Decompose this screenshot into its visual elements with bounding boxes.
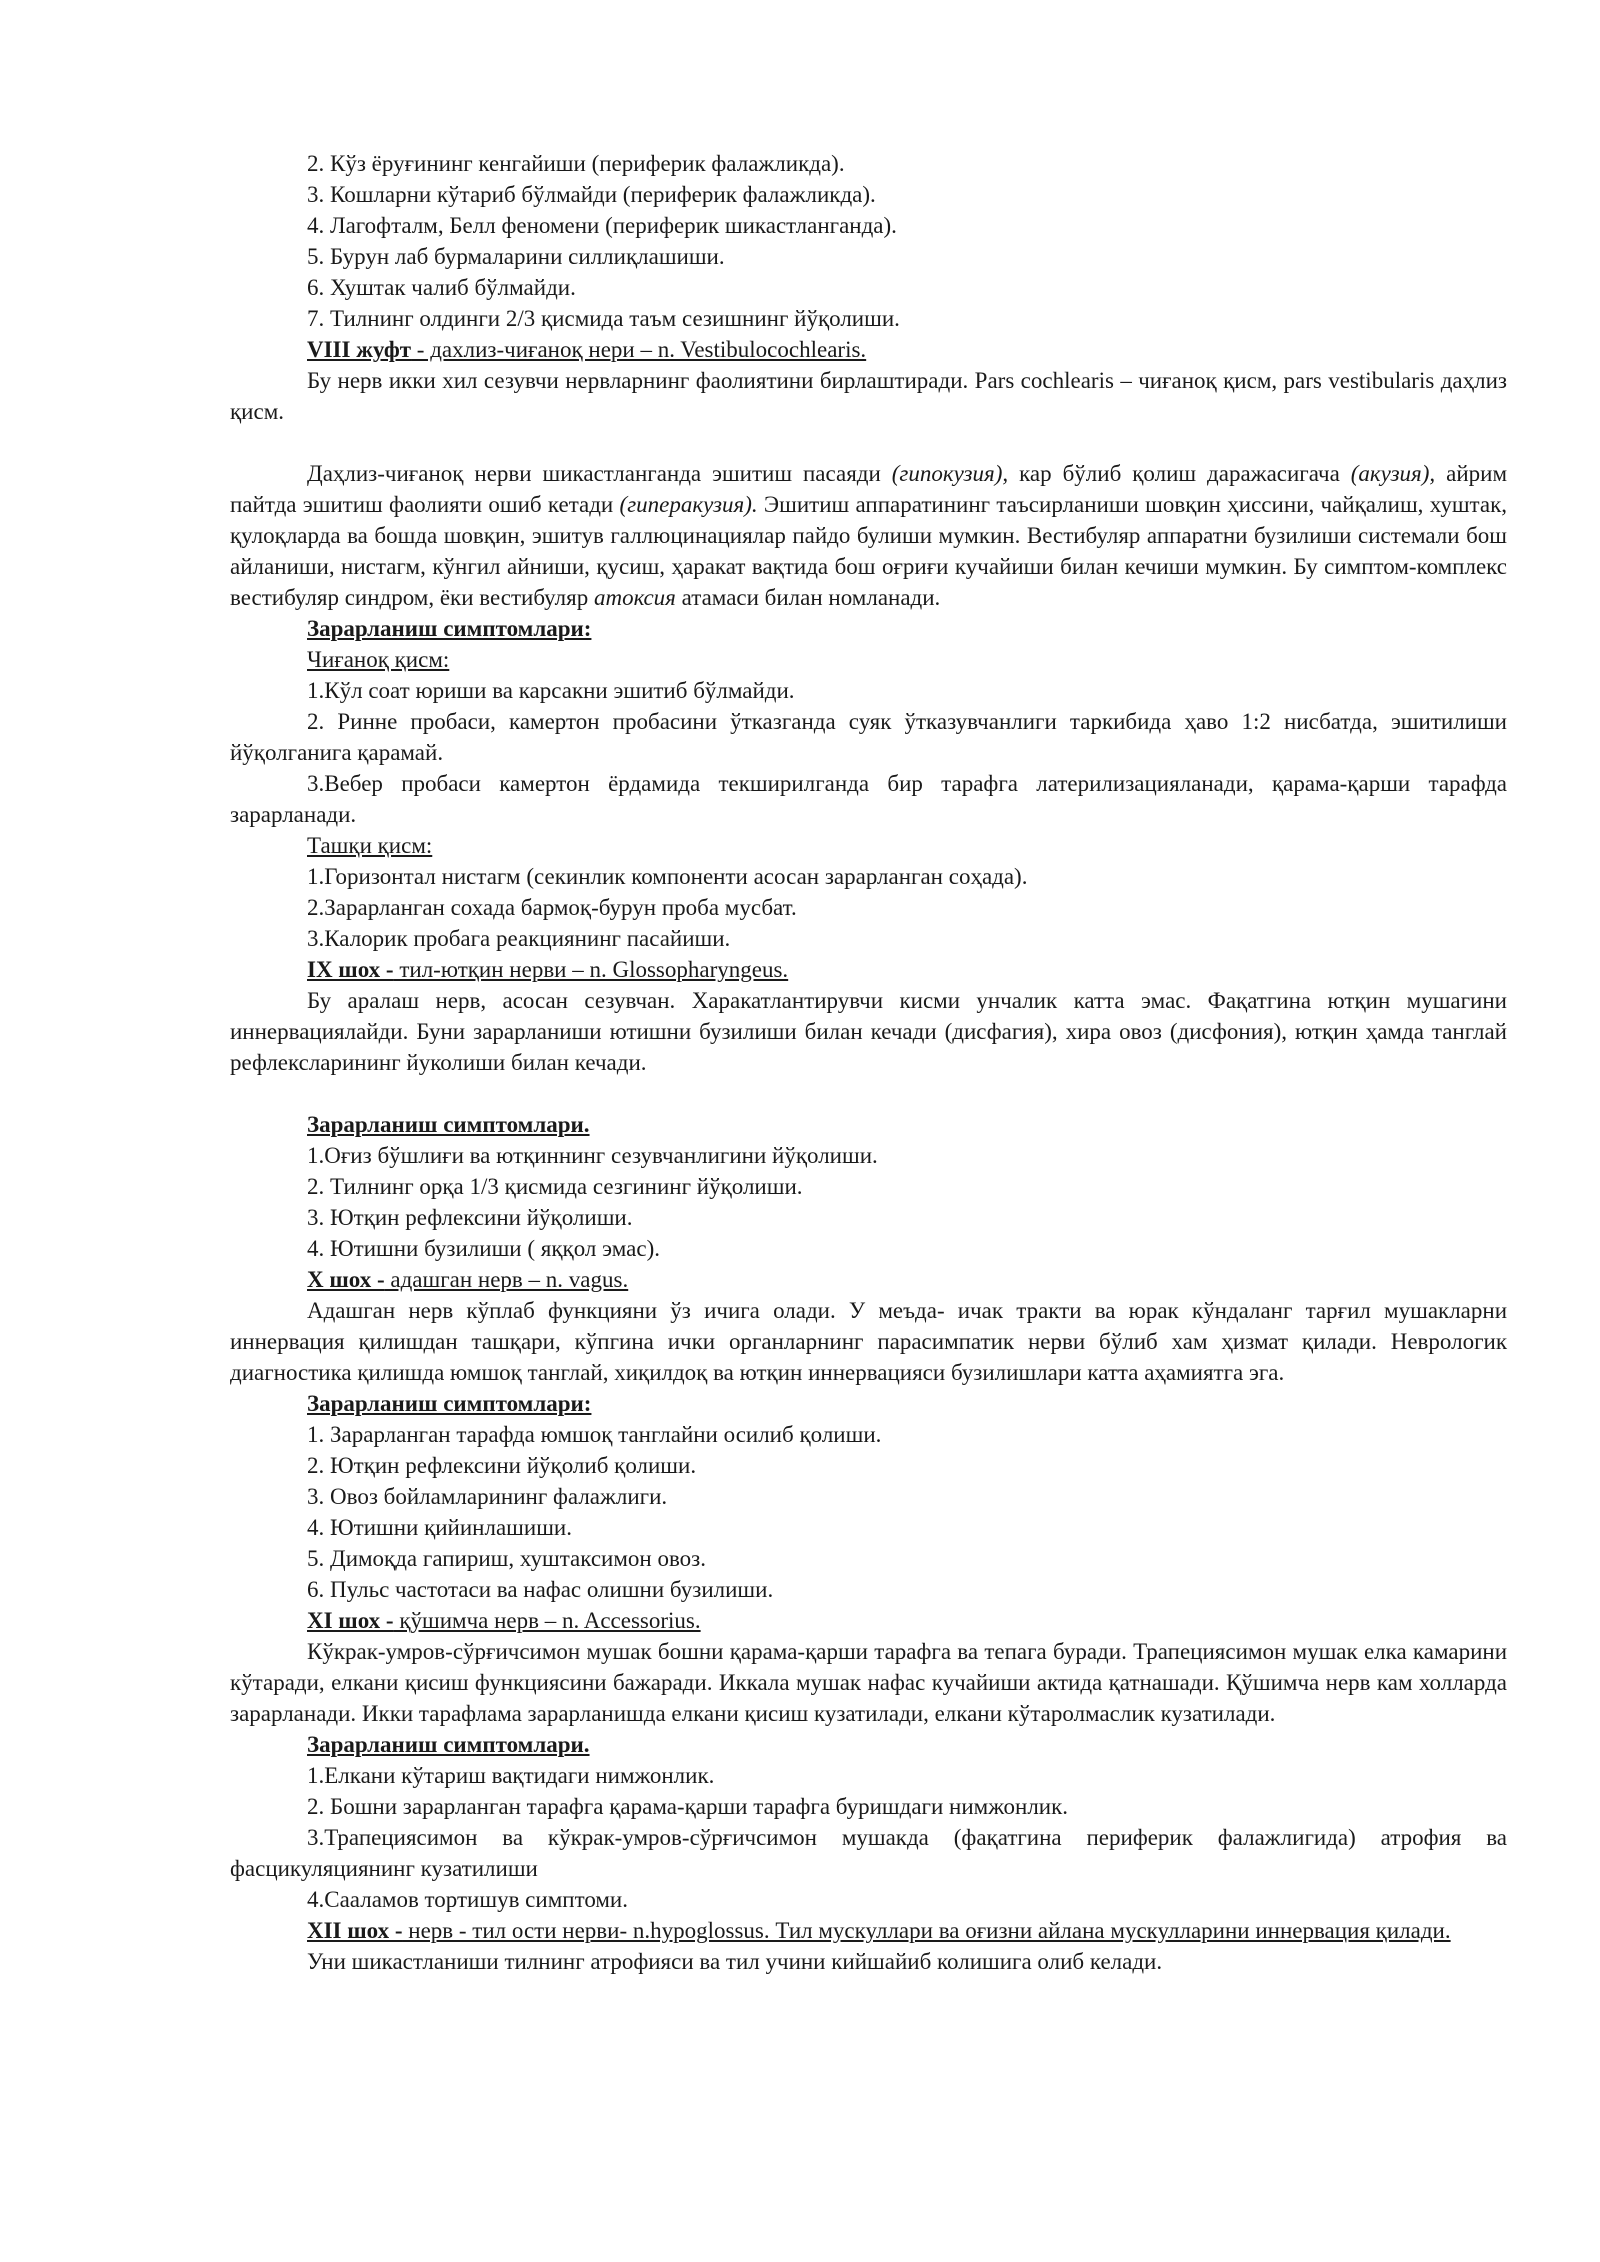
list-item: 4. Лагофталм, Белл феномени (периферик шикастланганда).: [307, 213, 897, 238]
list-item: 3. Ютқин рефлексини йўқолиши.: [307, 1205, 633, 1230]
section-heading-x: X шох - адашган нерв – n. vagus.: [307, 1267, 629, 1292]
list-item: 2. Ринне пробаси, камертон пробасини ўтказганда суяк ўтказувчанлиги таркибида ҳаво 1:2 нисбатда, эшитилиши йўқолганига қарамай.: [230, 709, 1507, 765]
list-item: 6. Хуштак чалиб бўлмайди.: [307, 275, 576, 300]
list-item: 1.Кўл соат юриши ва карсакни эшитиб бўлмайди.: [307, 678, 795, 703]
list-item: 2.Зарарланган сохада бармоқ-бурун проба мусбат.: [307, 895, 797, 920]
symptoms-heading: Зарарланиш симптомлари:: [307, 1391, 592, 1416]
list-item: 3.Вебер пробаси камертон ёрдамида текширилганда бир тарафга латерилизацияланади, қарама-қарши тарафда зарарланади.: [230, 771, 1507, 827]
list-item: 1.Елкани кўтариш вақтидаги нимжонлик.: [307, 1763, 715, 1788]
paragraph: Даҳлиз-чиғаноқ нерви шикастланганда эшитиш пасаяди (гипокузия), кар бўлиб қолиш даражасигача (акузия), айрим пайтда эшитиш фаолияти ошиб кетади (гиперакузия). Эшитиш аппаратининг таъсирланиши шовқин ҳиссини, чайқалиш, хуштак, қулоқларда ва бошда шовқин, эшитув галлюцинациялар пайдо булиши мумкин. Вестибуляр аппаратни бузилиши системали бош айланиши, нистагм, кўнгил айниши, қусиш, ҳаракат вақтида бош оғриғи кучайиши билан кечиши мумкин. Бу симптом-комплекс вестибуляр синдром, ёки вестибуляр атоксия атамаси билан номланади.: [230, 461, 1507, 610]
list-item: 3. Овоз бойламларининг фалажлиги.: [307, 1484, 668, 1509]
paragraph: Бу аралаш нерв, асосан сезувчан. Харакатлантирувчи кисми унчалик катта эмас. Фақатгина ютқин мушагини иннервациялайди. Буни зарарланиши ютишни бузилиши билан кечади (дисфагия), хира овоз (дисфония), ютқин ҳамда танглай рефлексларининг йуколиши билан кечади.: [230, 988, 1507, 1075]
list-item: 1.Оғиз бўшлиғи ва ютқиннинг сезувчанлигини йўқолиши.: [307, 1143, 878, 1168]
list-item: 4. Ютишни қийинлашиши.: [307, 1515, 572, 1540]
list-item: 5. Бурун лаб бурмаларини силлиқлашиши.: [307, 244, 725, 269]
paragraph: Бу нерв икки хил сезувчи нервларнинг фаолиятини бирлаштиради. Pars cochlearis – чиғаноқ қисм, pars vestibularis даҳлиз қисм.: [230, 368, 1507, 424]
list-item: 7. Тилнинг олдинги 2/3 қисмида таъм сезишнинг йўқолиши.: [307, 306, 900, 331]
list-item: 2. Ютқин рефлексини йўқолиб қолиши.: [307, 1453, 697, 1478]
list-item: 1.Горизонтал нистагм (секинлик компоненти асосан зарарланган соҳада).: [307, 864, 1028, 889]
list-item: 5. Димоқда гапириш, хуштаксимон овоз.: [307, 1546, 707, 1571]
paragraph: Уни шикастланиши тилнинг атрофияси ва тил учини кийшайиб колишига олиб келади.: [307, 1949, 1163, 1974]
list-item: 4. Ютишни бузилиши ( яққол эмас).: [307, 1236, 661, 1261]
section-heading-xi: XI шох - қўшимча нерв – n. Accessorius.: [307, 1608, 701, 1633]
symptoms-heading: Зарарланиш симптомлари:: [307, 616, 592, 641]
symptoms-heading: Зарарланиш симптомлари.: [307, 1112, 590, 1137]
list-item: 6. Пульс частотаси ва нафас олишни бузилиши.: [307, 1577, 774, 1602]
list-item: 1. Зарарланган тарафда юмшоқ танглайни осилиб қолиши.: [307, 1422, 882, 1447]
symptoms-heading: Зарарланиш симптомлари.: [307, 1732, 590, 1757]
section-heading-viii: VIII жуфт - дахлиз-чиғаноқ нери – n. Vestibulocochlearis.: [307, 337, 867, 362]
subheading: Ташқи қисм:: [307, 833, 433, 858]
paragraph: Кўкрак-умров-сўрғичсимон мушак бошни қарама-қарши тарафга ва тепага буради. Трапециясимон мушак елка камарини кўтаради, елкани қисиш функциясини бажаради. Иккала мушак нафас кучайиши актида қатнашади. Қўшимча нерв кам холларда зарарланади. Икки тарафлама зарарланишда елкани қисиш кузатилади, елкани кўтаролмаслик кузатилади.: [230, 1639, 1507, 1726]
list-item: 2. Тилнинг орқа 1/3 қисмида сезгининг йўқолиши.: [307, 1174, 803, 1199]
list-item: 2. Кўз ёруғининг кенгайиши (периферик фалажликда).: [307, 151, 845, 176]
list-item: 4.Сааламов тортишув симптоми.: [307, 1887, 628, 1912]
list-item: 3.Калорик пробага реакциянинг пасайиши.: [307, 926, 731, 951]
section-heading-ix: IX шох - тил-ютқин нерви – n. Glossopharyngeus.: [307, 957, 789, 982]
list-item: 3. Кошларни кўтариб бўлмайди (периферик фалажликда).: [307, 182, 876, 207]
section-heading-xii: XII шох - нерв - тил ости нерви- n.hypoglossus. Тил мускуллари ва оғизни айлана мускулларини иннервация қилади.: [307, 1918, 1451, 1943]
list-item: 3.Трапециясимон ва кўкрак-умров-сўрғичсимон мушакда (фақатгина периферик фалажлигида) атрофия ва фасцикуляциянинг кузатилиши: [230, 1825, 1507, 1881]
paragraph: Адашган нерв кўплаб функцияни ўз ичига олади. У меъда- ичак тракти ва юрак кўндаланг тарғил мушакларни иннервация қилишдан ташқари, кўпгина ички органларнинг парасимпатик нерви бўлиб хам ҳизмат қилади. Неврологик диагностика қилишда юмшоқ танглай, хиқилдоқ ва ютқин иннервацияси бузилишлари катта аҳамиятга эга.: [230, 1298, 1507, 1385]
list-item: 2. Бошни зарарланган тарафга қарама-қарши тарафга буришдаги нимжонлик.: [307, 1794, 1069, 1819]
subheading: Чиғаноқ қисм:: [307, 647, 450, 672]
